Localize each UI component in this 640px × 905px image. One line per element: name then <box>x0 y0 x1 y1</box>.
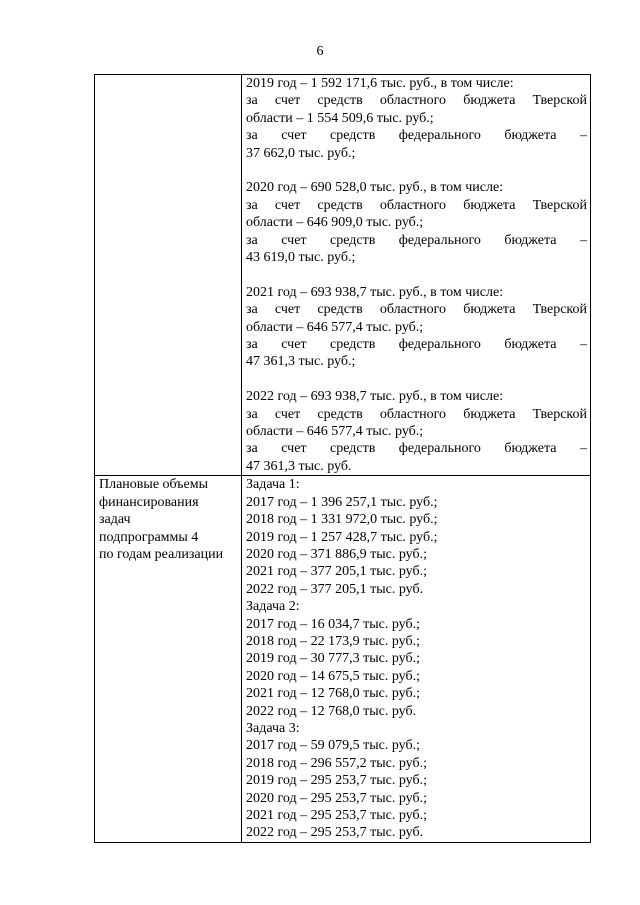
table-row <box>95 476 591 843</box>
financing-table <box>94 74 591 843</box>
year-header: 2021 год – 693 938,7 тыс. руб., в том числе: <box>246 284 504 300</box>
federal-budget-amount: 43 619,0 тыс. руб.; <box>246 250 356 266</box>
regional-budget-line: за счет средств областного бюджета Тверской <box>246 197 587 213</box>
federal-budget-amount: 47 361,3 тыс. руб.; <box>246 354 356 370</box>
task-year-line: 2021 год – 295 253,7 тыс. руб.; <box>246 808 427 824</box>
task-year-line: 2019 год – 1 257 428,7 тыс. руб.; <box>246 529 438 545</box>
task-title: Задача 2: <box>246 599 300 615</box>
year-block-2019 <box>246 75 587 162</box>
task-year-line: 2017 год – 16 034,7 тыс. руб.; <box>246 616 420 632</box>
regional-budget-line: за счет средств областного бюджета Тверской <box>246 93 587 109</box>
federal-budget-line: за счет средств федерального бюджета – <box>246 128 587 144</box>
task-year-line: 2017 год – 59 079,5 тыс. руб.; <box>246 738 420 754</box>
task-year-line: 2019 год – 295 253,7 тыс. руб.; <box>246 773 427 789</box>
year-header: 2020 год – 690 528,0 тыс. руб., в том числе: <box>246 180 504 196</box>
row-label-line: задач <box>99 512 131 528</box>
federal-budget-line: за счет средств федерального бюджета – <box>246 441 587 457</box>
row-label-line: финансирования <box>99 494 199 510</box>
task-year-line: 2022 год – 295 253,7 тыс. руб. <box>246 825 424 841</box>
federal-budget-line: за счет средств федерального бюджета – <box>246 232 587 248</box>
spacer <box>246 371 587 388</box>
regional-budget-amount: области – 646 577,4 тыс. руб.; <box>246 424 424 440</box>
row-label-line: по годам реализации <box>99 546 224 562</box>
regional-budget-amount: области – 646 909,0 тыс. руб.; <box>246 215 424 231</box>
regional-budget-line: за счет средств областного бюджета Тверской <box>246 302 587 318</box>
year-block-2022 <box>246 388 587 475</box>
task-year-line: 2022 год – 12 768,0 тыс. руб. <box>246 703 417 719</box>
task-year-line: 2020 год – 371 886,9 тыс. руб.; <box>246 546 427 562</box>
regional-budget-line: за счет средств областного бюджета Тверской <box>246 406 587 422</box>
task-year-line: 2021 год – 377 205,1 тыс. руб.; <box>246 564 427 580</box>
task-year-line: 2020 год – 295 253,7 тыс. руб.; <box>246 790 427 806</box>
row-label-line: Плановые объемы <box>99 477 209 493</box>
task-year-line: 2018 год – 22 173,9 тыс. руб.; <box>246 633 420 649</box>
table-row <box>95 75 591 476</box>
regional-budget-amount: области – 1 554 509,6 тыс. руб.; <box>246 110 434 126</box>
task-year-line: 2021 год – 12 768,0 тыс. руб.; <box>246 686 420 702</box>
task-title: Задача 1: <box>246 477 300 493</box>
task-year-line: 2020 год – 14 675,5 тыс. руб.; <box>246 668 420 684</box>
year-header: 2019 год – 1 592 171,6 тыс. руб., в том числе: <box>246 76 514 91</box>
federal-budget-amount: 47 361,3 тыс. руб. <box>246 458 352 474</box>
row1-left-cell <box>95 75 242 476</box>
task-2-block <box>246 598 587 720</box>
spacer <box>246 266 587 283</box>
federal-budget-amount: 37 662,0 тыс. руб.; <box>246 145 356 161</box>
task-year-line: 2017 год – 1 396 257,1 тыс. руб.; <box>246 494 438 510</box>
row1-right-cell <box>242 75 591 476</box>
task-year-line: 2022 год – 377 205,1 тыс. руб. <box>246 581 424 597</box>
year-header: 2022 год – 693 938,7 тыс. руб., в том числе: <box>246 389 504 405</box>
year-block-2021 <box>246 284 587 371</box>
row2-left-cell <box>95 476 242 843</box>
federal-budget-line: за счет средств федерального бюджета – <box>246 337 587 353</box>
task-year-line: 2018 год – 296 557,2 тыс. руб.; <box>246 755 427 771</box>
page-number: 6 <box>316 44 324 59</box>
task-title: Задача 3: <box>246 720 300 736</box>
spacer <box>246 162 587 179</box>
task-1-block <box>246 476 587 598</box>
task-year-line: 2019 год – 30 777,3 тыс. руб.; <box>246 651 420 667</box>
row-label-line: подпрограммы 4 <box>99 529 199 545</box>
task-year-line: 2018 год – 1 331 972,0 тыс. руб.; <box>246 512 438 528</box>
year-block-2020 <box>246 179 587 266</box>
task-3-block <box>246 720 587 842</box>
row2-right-cell <box>242 476 591 843</box>
regional-budget-amount: области – 646 577,4 тыс. руб.; <box>246 319 424 335</box>
